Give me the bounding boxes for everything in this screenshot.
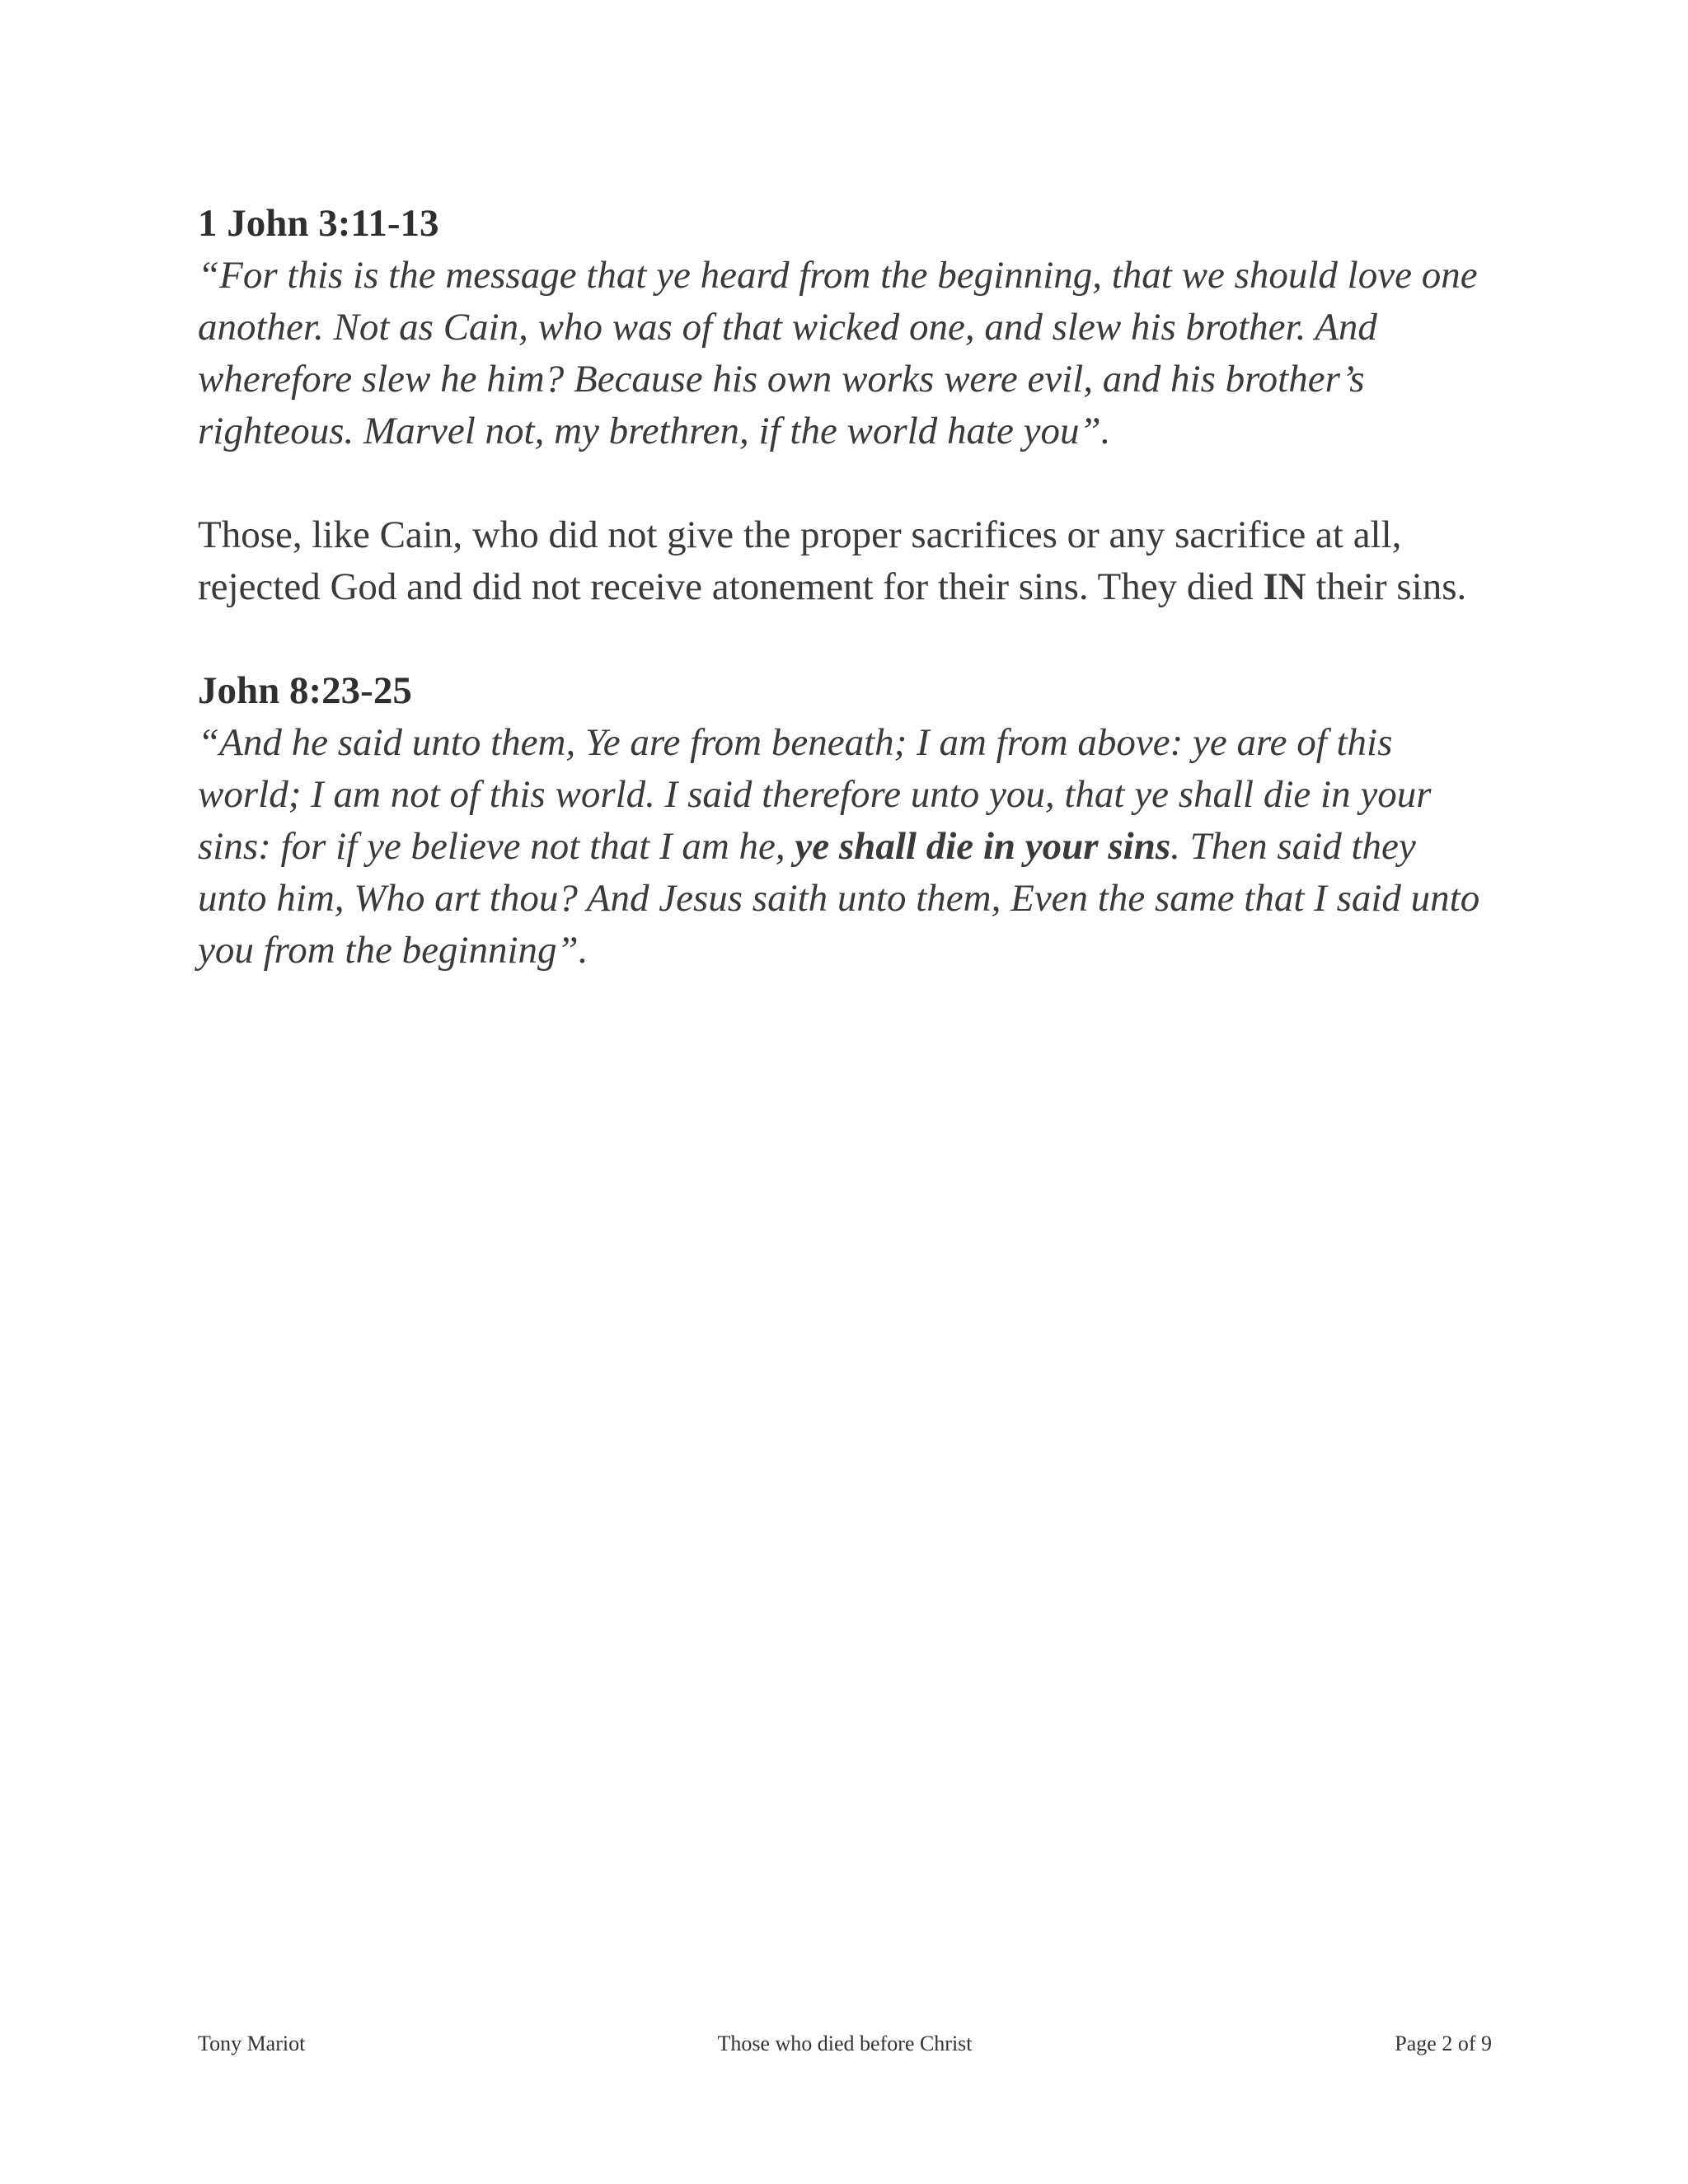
footer-page-number: Page 2 of 9 (1395, 2032, 1492, 2055)
scripture-quote-1: “For this is the message that ye heard from the beginning, that we should love one another. Not as Cain, who was of that wicked one, and slew his brother. And wherefore slew he him? Because his own works were evil, and his brother’s righteous. Marvel not, my brethren, if the world hate you”. (198, 254, 1478, 452)
footer-title: Those who died before Christ (717, 2032, 973, 2055)
commentary-paragraph (198, 509, 1492, 613)
quote-emphasis: ye shall die in your sins (795, 825, 1171, 868)
document-body (198, 198, 1492, 977)
paragraph-text-before: Those, like Cain, who did not give the proper sacrifices or any sacrifice at all, rejected God and did not receive atonement for their sins. They died (198, 513, 1402, 608)
quote-text-after: . Then said they unto him, Who art thou? And Jesus saith unto them, Even the same that I said unto you from the beginning”. (198, 825, 1480, 972)
scripture-quote-2 (198, 717, 1492, 977)
paragraph-emphasis: IN (1263, 565, 1306, 608)
spacer (198, 613, 1492, 665)
quote-text-before: “And he said unto them, Ye are from beneath; I am from above: ye are of this world; I am not of this world. I said therefore unto you, that ye shall die in your sins: for if ye believe not that I am he, (198, 721, 1432, 868)
footer-author: Tony Mariot (198, 2032, 306, 2055)
scripture-reference-2: John 8:23-25 (198, 669, 412, 712)
paragraph-text-after: their sins. (1306, 565, 1467, 608)
spacer (198, 457, 1492, 509)
page-footer (198, 2029, 1492, 2059)
scripture-reference-1: 1 John 3:11-13 (198, 202, 439, 245)
